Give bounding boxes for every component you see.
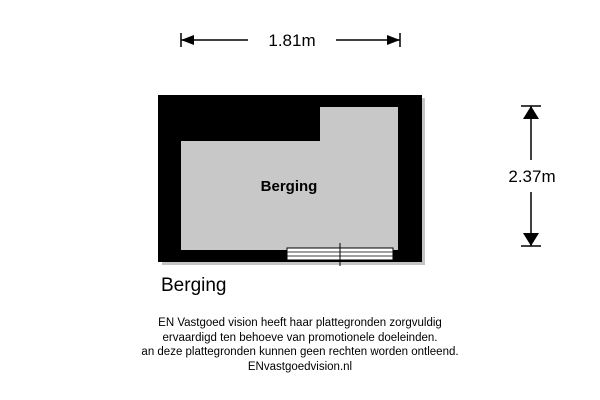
height-dimension [508, 106, 555, 246]
room [158, 95, 425, 266]
width-dimension [181, 31, 400, 50]
disclaimer-website: ENvastgoedvision.nl [247, 360, 353, 373]
width-arrow-left-icon [181, 35, 194, 45]
width-arrow-right-icon [387, 35, 400, 45]
height-dimension-label: 2.37m [508, 167, 556, 186]
plan-caption: Berging [161, 275, 227, 296]
width-dimension-label: 1.81m [268, 31, 316, 50]
disclaimer-line-1: EN Vastgoed vision heeft haar plattegronden zorgvuldig [158, 317, 442, 329]
disclaimer-line-3: an deze plattegronden kunnen geen rechten worden ontleend. [141, 346, 459, 358]
height-arrow-top-icon [523, 106, 539, 119]
disclaimer [0, 316, 600, 374]
height-arrow-bottom-icon [523, 233, 539, 246]
disclaimer-line-2: ervaardigd ten behoeve van promotionele doeleinden. [162, 331, 438, 344]
room-label: Berging [260, 178, 318, 195]
